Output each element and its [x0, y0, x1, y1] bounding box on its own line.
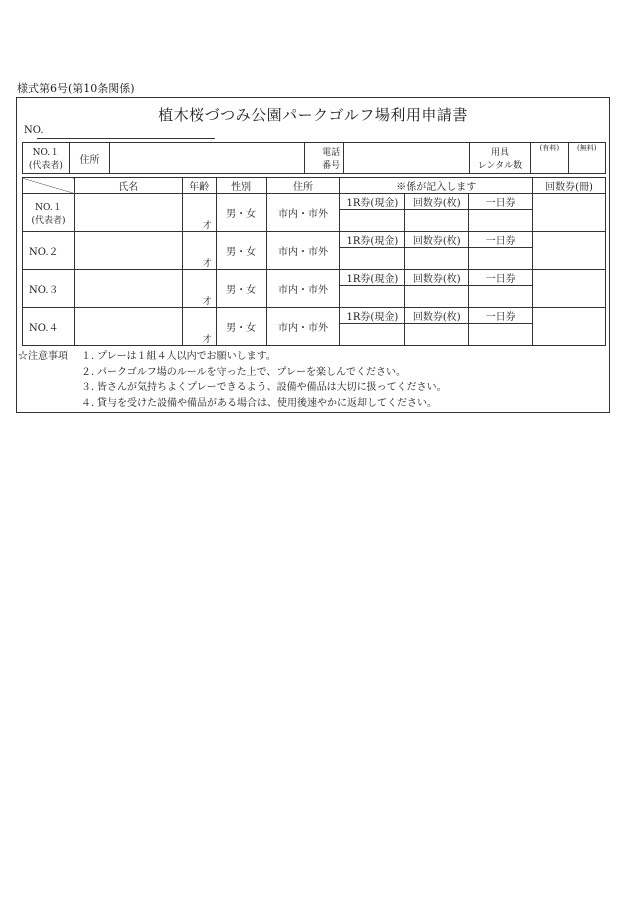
ticket-coupon-label: 回数券(枚)	[405, 308, 469, 324]
note-number: ３.	[81, 382, 95, 393]
note-number: ４.	[81, 397, 95, 409]
col-gender: 性別	[216, 178, 266, 194]
phone-label-l1: 電話	[322, 148, 341, 158]
ticket-day-input[interactable]	[469, 324, 533, 346]
age-input[interactable]	[182, 308, 216, 346]
note-text: 皆さんが気持ちよくプレーできるよう、設備や備品は大切に扱ってください。	[97, 382, 447, 393]
residence-select[interactable]: 市内・市外	[266, 270, 340, 308]
gender-select[interactable]: 男・女	[216, 194, 266, 232]
gender-select[interactable]: 男・女	[216, 308, 266, 346]
ticket-coupon-label: 回数券(枚)	[405, 270, 469, 286]
col-residence: 住所	[266, 178, 340, 194]
age-unit: 才	[202, 297, 212, 307]
note-number: １.	[81, 351, 95, 362]
name-input[interactable]	[74, 270, 182, 308]
notes-heading: ☆注意事項	[18, 351, 68, 362]
name-input[interactable]	[74, 232, 182, 270]
ticket-coupon-label: 回数券(枚)	[405, 232, 469, 248]
age-unit: 才	[202, 259, 212, 269]
member-no-sub: (代表者)	[31, 215, 66, 226]
ticket-1r-input[interactable]	[340, 286, 405, 308]
representative-table	[22, 142, 606, 174]
application-no-label: NO.	[24, 125, 44, 136]
name-input[interactable]	[74, 194, 182, 232]
col-age: 年齢	[182, 178, 216, 194]
ticket-day-input[interactable]	[469, 248, 533, 270]
ticket-coupon-input[interactable]	[405, 286, 469, 308]
col-name: 氏名	[74, 178, 182, 194]
paid-rental-cell[interactable]	[531, 143, 568, 174]
note-text: プレーは１組４人以内でお願いします。	[97, 351, 276, 362]
member-no: NO.４	[29, 323, 59, 334]
age-unit: 才	[202, 335, 212, 345]
member-no-cell	[23, 308, 75, 346]
age-input[interactable]	[182, 270, 216, 308]
paid-label: (有料)	[539, 144, 560, 152]
ticket-1r-label: 1R券(現金)	[340, 270, 405, 286]
ticket-day-label: 一日券	[469, 194, 533, 210]
address-input[interactable]	[110, 143, 304, 174]
gender-select[interactable]: 男・女	[216, 232, 266, 270]
gender-select[interactable]: 男・女	[216, 270, 266, 308]
residence-select[interactable]: 市内・市外	[266, 308, 340, 346]
member-no-cell	[23, 194, 75, 232]
application-no-field[interactable]	[37, 138, 215, 139]
ticket-coupon-input[interactable]	[405, 248, 469, 270]
phone-label-l2: 番号	[322, 161, 341, 171]
ticket-1r-input[interactable]	[340, 248, 405, 270]
note-item	[81, 365, 447, 381]
note-item	[81, 349, 447, 365]
ticket-coupon-label: 回数券(枚)	[405, 194, 469, 210]
ticket-1r-input[interactable]	[340, 210, 405, 232]
note-item	[81, 380, 447, 396]
ticket-1r-label: 1R券(現金)	[340, 308, 405, 324]
ticket-day-input[interactable]	[469, 210, 533, 232]
application-form	[16, 97, 610, 413]
ticket-coupon-input[interactable]	[405, 324, 469, 346]
col-staff-note: ※係が記入します	[340, 178, 533, 194]
ticket-day-label: 一日券	[469, 270, 533, 286]
free-rental-cell[interactable]	[568, 143, 605, 174]
phone-input[interactable]	[344, 143, 470, 174]
address-label: 住所	[69, 143, 110, 174]
note-item	[81, 396, 447, 412]
equip-l1: 用具	[490, 148, 509, 158]
member-no: NO.３	[29, 285, 59, 296]
rep-no: NO.１	[32, 148, 60, 158]
note-text: 貸与を受けた設備や備品がある場合は、使用後速やかに返却してください。	[97, 397, 437, 409]
age-unit: 才	[202, 221, 212, 231]
form-title: 植木桜づつみ公園パークゴルフ場利用申請書	[158, 106, 468, 124]
ticket-day-label: 一日券	[469, 232, 533, 248]
phone-label	[304, 143, 343, 174]
member-no-cell	[23, 270, 75, 308]
residence-select[interactable]: 市内・市外	[266, 194, 340, 232]
rep-no-sub: (代表者)	[28, 161, 63, 171]
equipment-rental-label	[469, 143, 530, 174]
ticket-1r-label: 1R券(現金)	[340, 232, 405, 248]
member-no: NO.２	[29, 247, 59, 258]
ticket-day-input[interactable]	[469, 286, 533, 308]
age-input[interactable]	[182, 232, 216, 270]
ticket-day-label: 一日券	[469, 308, 533, 324]
ticket-coupon-input[interactable]	[405, 210, 469, 232]
ticket-1r-input[interactable]	[340, 324, 405, 346]
note-number: ２.	[81, 366, 95, 378]
coupon-count-input[interactable]	[533, 270, 606, 308]
coupon-count-input[interactable]	[533, 194, 606, 232]
member-no-cell	[23, 232, 75, 270]
form-number-label: 様式第6号(第10条関係)	[17, 82, 135, 95]
corner-cell	[23, 178, 75, 194]
coupon-count-input[interactable]	[533, 308, 606, 346]
name-input[interactable]	[74, 308, 182, 346]
free-label: (無料)	[577, 144, 597, 152]
notes-list	[81, 349, 447, 411]
residence-select[interactable]: 市内・市外	[266, 232, 340, 270]
ticket-1r-label: 1R券(現金)	[340, 194, 405, 210]
member-table	[22, 177, 606, 346]
coupon-count-input[interactable]	[533, 232, 606, 270]
age-input[interactable]	[182, 194, 216, 232]
col-coupon-count: 回数券(冊)	[533, 178, 606, 194]
equip-l2: レンタル数	[477, 161, 523, 171]
rep-no-cell	[23, 143, 70, 174]
note-text: パークゴルフ場のルールを守った上で、プレーを楽しんでください。	[97, 366, 406, 378]
member-no: NO.１	[35, 202, 62, 213]
